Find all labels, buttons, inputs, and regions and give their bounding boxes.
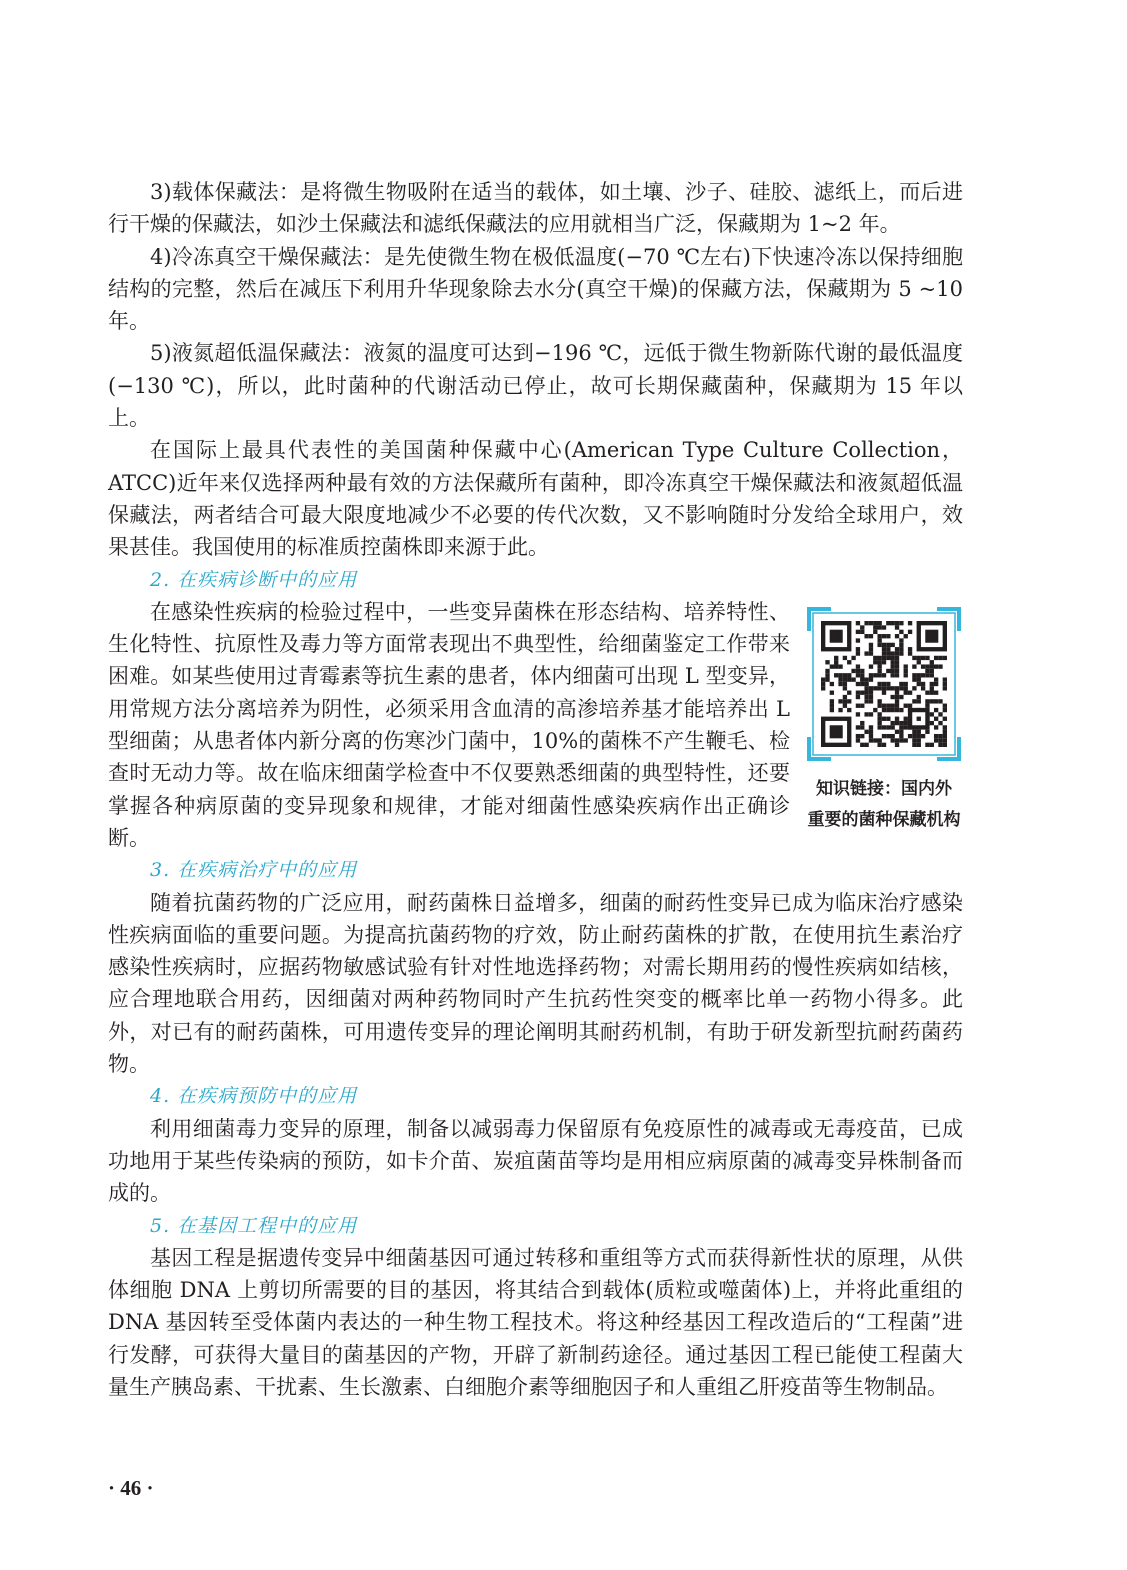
section-heading-diagnosis: 2. 在疾病诊断中的应用 [150,568,358,591]
paragraph-diagnosis: 在感染性疾病的检验过程中，一些变异菌株在形态结构、培养特性、生化特性、抗原性及毒力等方面常表现出不典型性，给细菌鉴定工作带来困难。如某些使用过青霉素等抗生素的患者，体内细菌可出现 L 型变异，用常规方法分离培养为阴性，必须采用含血清的高渗培养基才能培养出 L 型细菌；从患者体内新分离的伤寒沙门菌中，10%的菌株不产生鞭毛、检查时无动力等。故在临床细菌学检查中不仅要熟悉细菌的典型特性，还要掌握各种病原菌的变异现象和规律，才能对细菌性感染疾病作出正确诊断。 [108,599,790,850]
paragraph-treatment: 随着抗菌药物的广泛应用，耐药菌株日益增多，细菌的耐药性变异已成为临床治疗感染性疾病面临的重要问题。为提高抗菌药物的疗效，防止耐药菌株的扩散，在使用抗生素治疗感染性疾病时，应据药物敏感试验有针对性地选择药物；对需长期用药的慢性疾病如结核，应合理地联合用药，因细菌对两种药物同时产生抗药性突变的概率比单一药物小得多。此外，对已有的耐药菌株，可用遗传变异的理论阐明其耐药机制，有助于研发新型抗耐药菌药物。 [108,890,963,1077]
paragraph-liquid-nitrogen: 5)液氮超低温保藏法：液氮的温度可达到−196 ℃，远低于微生物新陈代谢的最低温度(−130 ℃)，所以，此时菌种的代谢活动已停止，故可长期保藏菌种，保藏期为 15 年以上。 [108,341,963,431]
section-heading-treatment: 3. 在疾病治疗中的应用 [150,859,358,882]
qr-code[interactable] [807,607,961,761]
paragraph-carrier-preservation: 3)载体保藏法：是将微生物吸附在适当的载体，如土壤、沙子、硅胶、滤纸上，而后进行干燥的保藏法，如沙土保藏法和滤纸保藏法的应用就相当广泛，保藏期为 1~2 年。 [108,180,963,237]
paragraph-freeze-drying: 4)冷冻真空干燥保藏法：是先使微生物在极低温度(−70 ℃左右)下快速冷冻以保持细胞结构的完整，然后在减压下利用升华现象除去水分(真空干燥)的保藏方法，保藏期为 5 ~10 年。 [108,244,963,334]
qr-caption [795,774,973,836]
section-heading-prevention: 4. 在疾病预防中的应用 [150,1085,358,1108]
qr-frame-icon [807,607,961,761]
qr-pattern-icon [821,621,947,747]
paragraph-genetic-engineering: 基因工程是据遗传变异中细菌基因可通过转移和重组等方式而获得新性状的原理，从供体细胞 DNA 上剪切所需要的目的基因，将其结合到载体(质粒或噬菌体)上，并将此重组的 DNA 基因转至受体菌内表达的一种生物工程技术。将这种经基因工程改造后的“工程菌”进行发酵，可获得大量目的菌基因的产物，开辟了新制药途径。通过基因工程已能使工程菌大量生产胰岛素、干扰素、生长激素、白细胞介素等细胞因子和人重组乙肝疫苗等生物制品。 [108,1245,963,1399]
qr-caption-line-2: 重要的菌种保藏机构 [807,810,961,830]
section-heading-genetic-engineering: 5. 在基因工程中的应用 [150,1214,358,1237]
qr-caption-line-1: 知识链接：国内外 [816,779,952,799]
paragraph-prevention: 利用细菌毒力变异的原理，制备以减弱毒力保留原有免疫原性的减毒或无毒疫苗，已成功地用于某些传染病的预防，如卡介苗、炭疽菌苗等均是用相应病原菌的减毒变异株制备而成的。 [108,1116,963,1206]
paragraph-atcc: 在国际上最具代表性的美国菌种保藏中心(American Type Culture Collection，ATCC)近年来仅选择两种最有效的方法保藏所有菌种，即冷冻真空干燥保藏法和液氮超低温保藏法，两者结合可最大限度地减少不必要的传代次数，又不影响随时分发给全球用户，效果甚佳。我国使用的标准质控菌株即来源于此。 [108,438,963,560]
page-number: · 46 · [108,1476,154,1500]
